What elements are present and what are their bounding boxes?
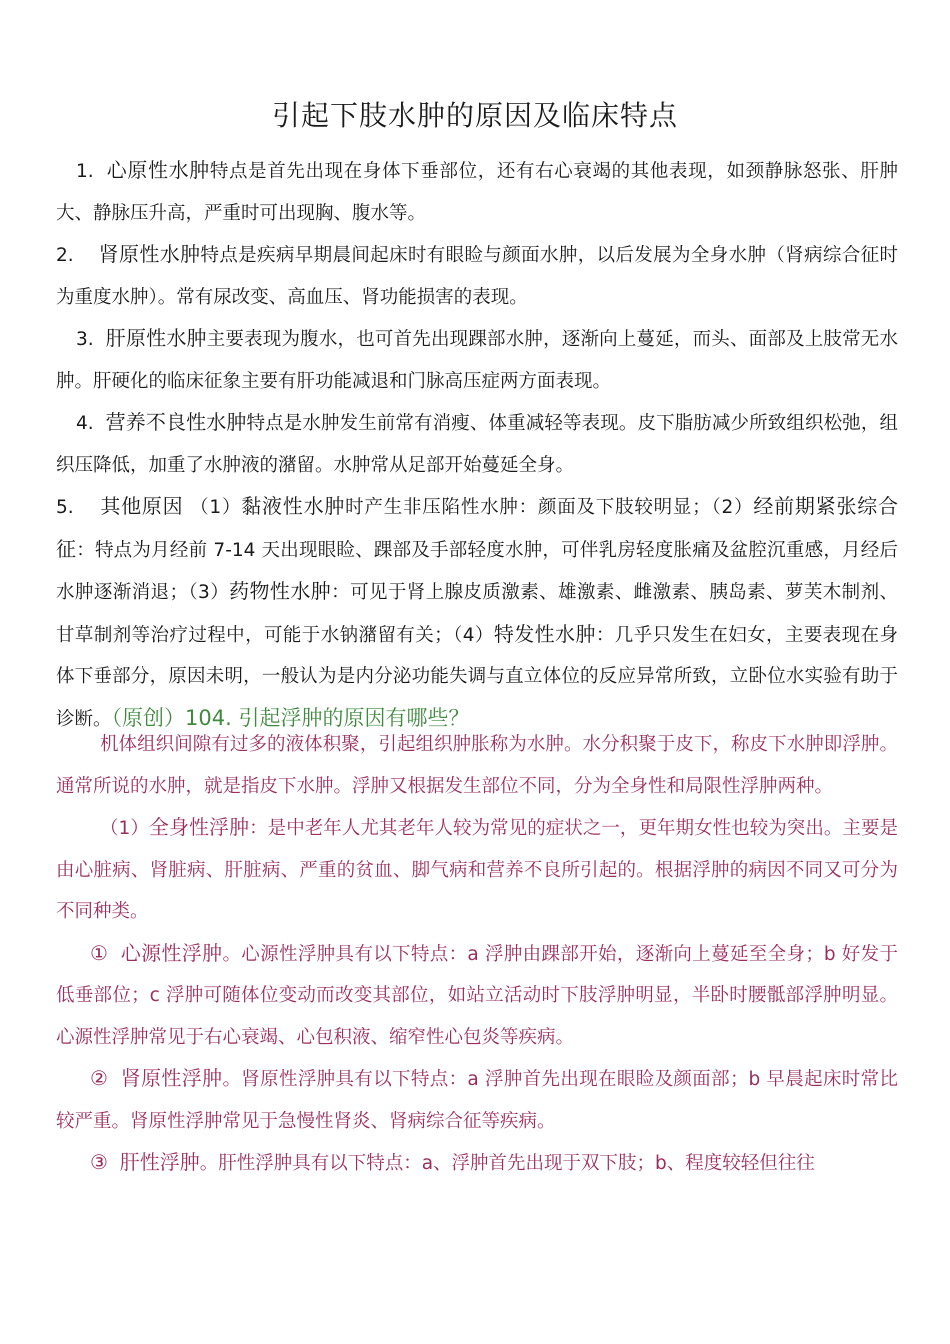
- item-number: 1.: [76, 161, 94, 182]
- paragraph-text: 。肝性浮肿具有以下特点：a、浮肿首先出现于双下肢；b、程度较轻但往往: [199, 1153, 815, 1174]
- cardiac-edema-paragraph: [56, 933, 898, 1059]
- item-sublead: 经前期紧张综合征: [56, 494, 899, 561]
- list-item: [56, 150, 898, 234]
- paragraph-lead: 心源性浮肿: [120, 940, 223, 965]
- item-lead: 肝原性水肿: [105, 326, 207, 350]
- general-edema-paragraph: [56, 807, 898, 933]
- list-item: [56, 402, 898, 486]
- item-text: 主要表现为腹水，也可首先出现踝部水肿，逐渐向上蔓延，而头、面部及上肢常无水肿。肝硬化的临床征象主要有肝功能减退和门脉高压症两方面表现。: [56, 329, 898, 392]
- item-number: 3.: [76, 329, 94, 350]
- paragraph-lead: 全身性浮肿: [148, 815, 250, 839]
- item-text: 时产生非压陷性水肿：颜面及下肢较明显；（2）: [345, 497, 754, 518]
- item-number: 5.: [56, 497, 74, 518]
- item-lead: 其他原因: [100, 494, 184, 518]
- paragraph-prefix: （1）: [100, 818, 149, 839]
- item-lead: 心原性水肿: [106, 158, 210, 182]
- cause-list: [56, 150, 898, 740]
- item-text: ：特点为月经前 7-14 天出现眼睑、踝部及手部轻度水肿，可伴乳房轻度胀痛及盆腔沉重感，月经后水肿逐渐消退；（3）: [56, 539, 898, 603]
- intro-paragraph: 机体组织间隙有过多的液体积聚，引起组织肿胀称为水肿。水分积聚于皮下，称皮下水肿即浮肿。通常所说的水肿，就是指皮下水肿。浮肿又根据发生部位不同，分为全身性和局限性浮肿两种。: [56, 734, 898, 797]
- item-text: ：可见于肾上腺皮质激素、雄激素、雌激素、胰岛素、萝芙木制剂、甘草制剂等治疗过程中，可能于水钠潴留有关；（4）: [56, 582, 898, 646]
- hepatic-edema-paragraph: [56, 1142, 898, 1185]
- circle-number: ②: [90, 1066, 109, 1090]
- item-text: 特点是疾病早期晨间起床时有眼睑与颜面水肿，以后发展为全身水肿（肾病综合征时为重度水肿）。常有尿改变、高血压、肾功能损害的表现。: [56, 245, 898, 308]
- list-item: [56, 234, 898, 318]
- circle-number: ③: [90, 1150, 108, 1174]
- question-heading: （原创）104. 引起浮肿的原因有哪些？: [111, 705, 470, 730]
- item-text: ：几乎只发生在妇女，主要表现在身体下垂部分，原因未明，一般认为是内分泌功能失调与直立体位的反应异常所致，立卧位水实验有助于诊断。: [56, 624, 898, 730]
- list-item: [56, 318, 898, 402]
- item-text: 特点是水肿发生前常有消瘦、体重减轻等表现。皮下脂肪减少所致组织松弛，组织压降低，加重了水肿液的潴留。水肿常从足部开始蔓延全身。: [56, 413, 898, 476]
- page-title: 引起下肢水肿的原因及临床特点: [271, 99, 678, 132]
- item-text: 特点是首先出现在身体下垂部位，还有右心衰竭的其他表现，如颈静脉怒张、肝肿大、静脉压升高，严重时可出现胸、腹水等。: [56, 161, 898, 224]
- paragraph-lead: 肾原性浮肿: [120, 1066, 223, 1090]
- item-sublead: 特发性水肿: [493, 621, 596, 646]
- item-number: 4.: [76, 413, 94, 434]
- item-lead: 肾原性水肿: [98, 242, 201, 266]
- item-text: （1）: [190, 497, 242, 518]
- circle-number: ①: [90, 940, 109, 965]
- renal-edema-paragraph: [56, 1058, 898, 1142]
- paragraph-lead: 肝性浮肿: [119, 1150, 200, 1174]
- edema-section: [56, 724, 898, 1185]
- paragraph-text: 。肾原性浮肿具有以下特点：a 浮肿首先出现在眼睑及颜面部；b 早晨起床时常比较严重。肾原性浮肿常见于急慢性肾炎、肾病综合征等疾病。: [56, 1069, 898, 1132]
- item-lead: 营养不良性水肿: [105, 410, 247, 434]
- item-sublead: 药物性水肿: [229, 579, 332, 603]
- item-sublead: 黏液性水肿: [241, 494, 346, 518]
- paragraph-text: 。心源性浮肿具有以下特点：a 浮肿由踝部开始，逐渐向上蔓延至全身；b 好发于低垂部位；c 浮肿可随体位变动而改变其部位，如站立活动时下肢浮肿明显，半卧时腰骶部浮肿明显。心源性浮肿常见于右心衰竭、心包积液、缩窄性心包炎等疾病。: [56, 943, 898, 1048]
- item-number: 2.: [56, 245, 74, 266]
- paragraph-text: ：是中老年人尤其老年人较为常见的症状之一，更年期女性也较为突出。主要是由心脏病、肾脏病、肝脏病、严重的贫血、脚气病和营养不良所引起的。根据浮肿的病因不同又可分为不同种类。: [56, 818, 898, 922]
- list-item: [56, 486, 898, 740]
